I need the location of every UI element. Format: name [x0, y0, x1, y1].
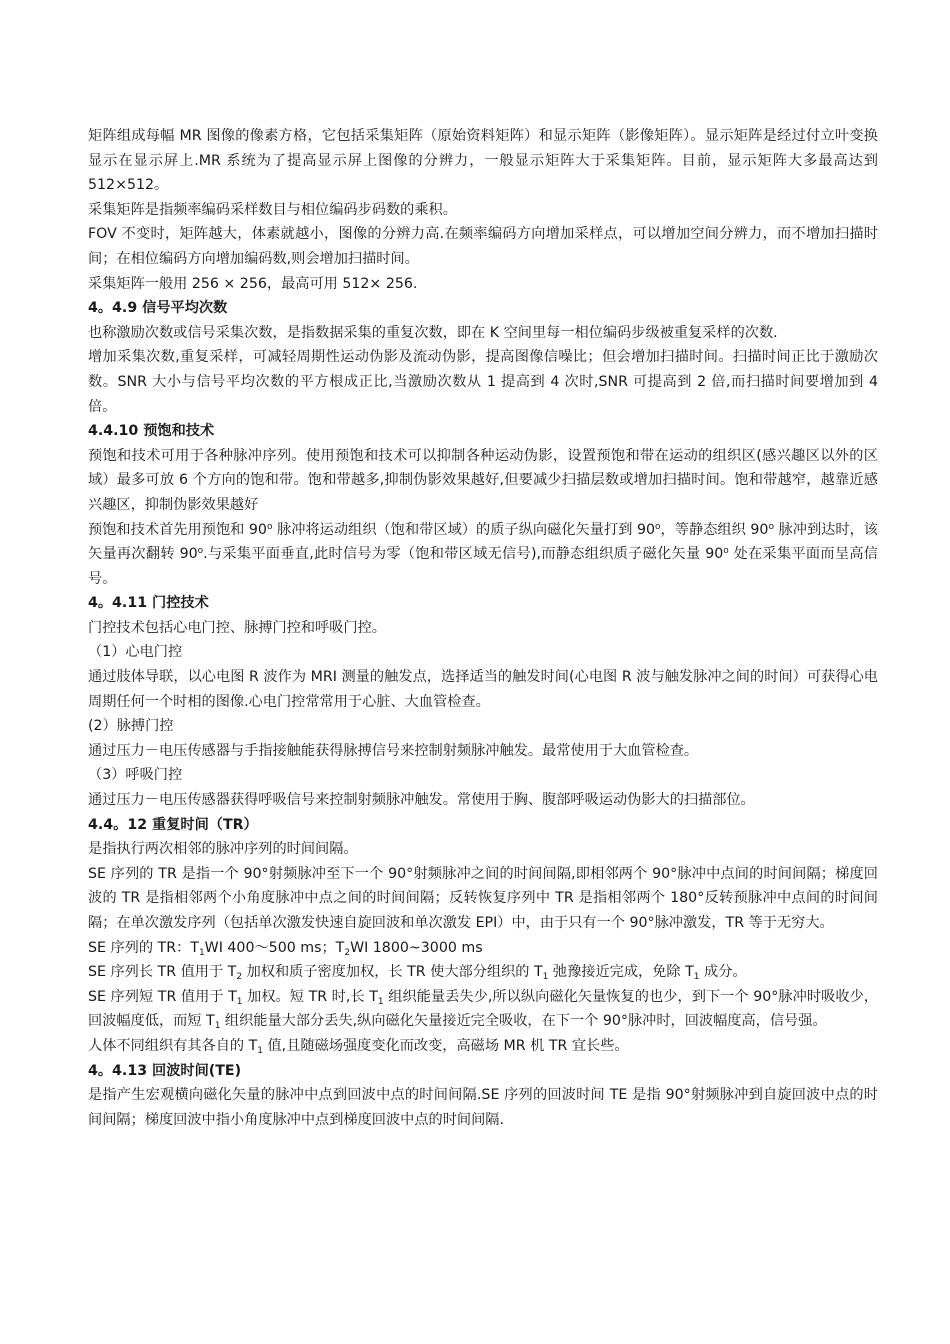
subheading-pulse-gating: (2）脉搏门控	[88, 718, 174, 735]
paragraph-presat-principle: 预饱和技术首先用预饱和 90$^o$ 脉冲将运动组织（饱和带区域）的质子纵向磁化矢量打到 90$^o$，等静态组织 90$^o$ 脉冲到达时，该矢量再次翻转 90$^o$.与采集平面垂直,此时信号为零（饱和带区域无信号),而静态组织质子磁化矢量 90$^o$ 处在采集平面而呈高信号。	[88, 521, 878, 587]
paragraph-presat-usage: 预饱和技术可用于各种脉冲序列。使用预饱和技术可以抑制各种运动伪影，设置预饱和带在运动的组织区(感兴趣区以外的区域）最多可放 6 个方向的饱和带。饱和带越多,抑制伪影效果越好,但要减少扫描层数或增加扫描时间。饱和带越窄，越靠近感兴趣区，抑制伪影效果越好	[88, 447, 878, 513]
paragraph-tr-values: SE 序列的 TR：$T_1WI$ 400～500 ms；$T_2WI$ 1800~3000 ms	[88, 939, 483, 958]
paragraph-short-tr: SE 序列短 TR 值用于 $T_1$ 加权。短 TR 时,长 $T_1$ 组织能量丢失少,所以纵向磁化矢量恢复的也少，到下一个 90°脉冲时吸收少，回波幅度低，而短 $T_1$ 组织能量大部分丢失,纵向磁化矢量接近完全吸收，在下一个 90°脉冲时，回波幅度高，信号强。	[88, 988, 878, 1032]
subheading-respiratory-gating: （3）呼吸门控	[88, 767, 183, 784]
paragraph-acquisition-matrix: 采集矩阵是指频率编码采样数目与相位编码步码数的乘积。	[88, 201, 457, 218]
paragraph-matrix-size: 采集矩阵一般用 256 × 256，最高可用 512× 256.	[88, 275, 418, 292]
heading-signal-averages: 4。4.9 信号平均次数	[88, 300, 228, 317]
document-page	[88, 124, 878, 1132]
paragraph-matrix-intro: 矩阵组成每幅 MR 图像的像素方格，它包括采集矩阵（原始资料矩阵）和显示矩阵（影像矩阵）。显示矩阵是经过付立叶变换显示在显示屏上.MR 系统为了提高显示屏上图像的分辨力，一般显示矩阵大于采集矩阵。目前，显示矩阵大多最高达到 512×512。	[88, 128, 878, 194]
paragraph-te-definition: 是指产生宏观横向磁化矢量的脉冲中点到回波中点的时间间隔.SE 序列的回波时间 TE 是指 90°射频脉冲到自旋回波中点的时间间隔；梯度回波中指小角度脉冲中点到梯度回波中点的时间间隔.	[88, 1087, 878, 1128]
subheading-ecg-gating: （1）心电门控	[88, 644, 183, 661]
paragraph-pulse-gating: 通过压力－电压传感器与手指接触能获得脉搏信号来控制射频脉冲触发。最常使用于大血管检查。	[88, 742, 699, 759]
heading-echo-time: 4。4.13 回波时间(TE)	[88, 1062, 242, 1079]
paragraph-long-tr: SE 序列长 TR 值用于 $T_2$ 加权和质子密度加权，长 TR 使大部分组织的 $T_1$ 弛豫接近完成，免除 $T_1$ 成分。	[88, 964, 747, 983]
paragraph-respiratory-gating: 通过压力－电压传感器获得呼吸信号来控制射频脉冲触发。常使用于胸、腹部呼吸运动伪影大的扫描部位。	[88, 792, 755, 809]
paragraph-nex-definition: 也称激励次数或信号采集次数，是指数据采集的重复次数，即在 K 空间里每一相位编码步级被重复采样的次数.	[88, 324, 778, 341]
paragraph-gating-types: 门控技术包括心电门控、脉搏门控和呼吸门控。	[88, 619, 386, 636]
paragraph-fov-matrix: FOV 不变时，矩阵越大，体素就越小，图像的分辨力高.在频率编码方向增加采样点，可以增加空间分辨力，而不增加扫描时间；在相位编码方向增加编码数,则会增加扫描时间。	[88, 226, 878, 267]
heading-presaturation: 4.4.10 预饱和技术	[88, 423, 215, 440]
heading-gating: 4。4.11 门控技术	[88, 595, 209, 612]
paragraph-nex-effects: 增加采集次数,重复采样，可减轻周期性运动伪影及流动伪影，提高图像信噪比；但会增加扫描时间。扫描时间正比于激励次数。SNR 大小与信号平均次数的平方根成正比,当激励次数从 1 提高到 4 次时,SNR 可提高到 2 倍,而扫描时间要增加到 4 倍。	[88, 349, 878, 415]
paragraph-tr-definition: 是指执行两次相邻的脉冲序列的时间间隔。	[88, 841, 358, 858]
paragraph-tissue-t1: 人体不同组织有其各自的 $T_1$ 值,且随磁场强度变化而改变，高磁场 MR 机 TR 宜长些。	[88, 1037, 629, 1056]
paragraph-ecg-gating: 通过肢体导联，以心电图 R 波作为 MRI 测量的触发点，选择适当的触发时间(心电图 R 波与触发脉冲之间的时间）可获得心电周期任何一个时相的图像.心电门控常常用于心脏、大血管检查。	[88, 669, 878, 710]
heading-repetition-time: 4.4。12 重复时间（TR）	[88, 816, 258, 833]
paragraph-tr-sequences: SE 序列的 TR 是指一个 90°射频脉冲至下一个 90°射频脉冲之间的时间间隔,即相邻两个 90°脉冲中点间的时间间隔；梯度回波的 TR 是指相邻两个小角度脉冲中点之间的时间间隔；反转恢复序列中 TR 是指相邻两个 180°反转预脉冲中点间的时间间隔；在单次激发序列（包括单次激发快速自旋回波和单次激发 EPI）中，由于只有一个 90°脉冲激发，TR 等于无穷大。	[88, 865, 878, 931]
